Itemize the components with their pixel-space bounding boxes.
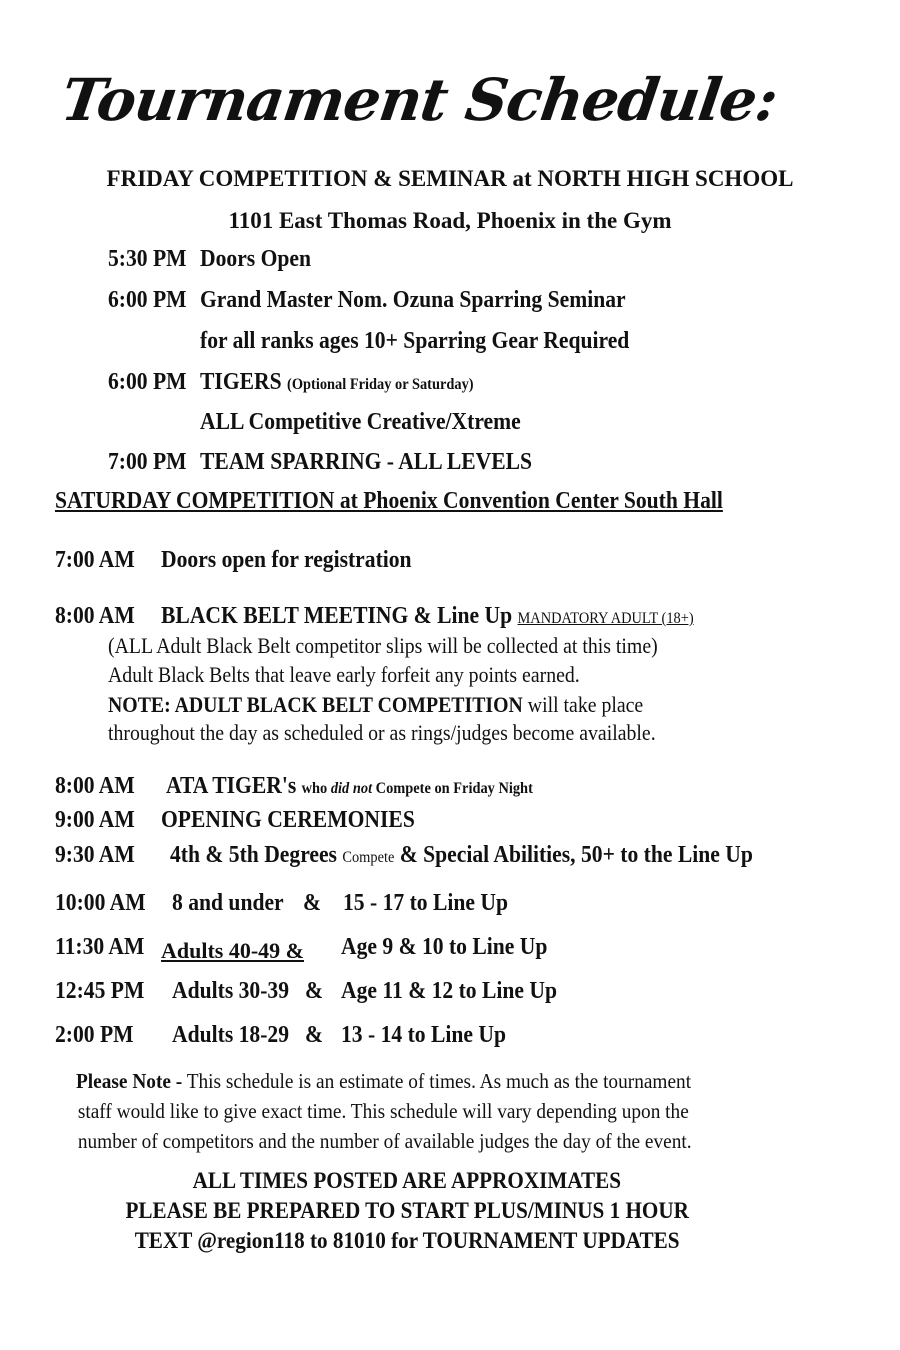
schedule-time: 9:00 AM — [55, 807, 135, 833]
note-text: This schedule is an estimate of times. As much as the tournament — [182, 1069, 692, 1093]
schedule-event — [200, 369, 474, 396]
note-line — [76, 1066, 692, 1096]
event-label: ATA TIGER's — [166, 773, 297, 799]
schedule-time: 9:30 AM — [55, 842, 135, 868]
page-title: Tournament Schedule: — [57, 66, 782, 134]
schedule-event — [166, 773, 533, 800]
event-label: 4th & 5th Degrees — [170, 842, 337, 868]
note-label: Please Note - — [76, 1069, 183, 1093]
schedule-event: Adults 40-49 & — [161, 938, 305, 963]
schedule-event — [170, 842, 753, 869]
event-small-note: (Optional Friday or Saturday) — [287, 376, 474, 393]
footer-text: PLEASE BE PREPARED TO START PLUS/MINUS 1 HOUR — [125, 1198, 689, 1223]
schedule-time: 7:00 AM — [55, 547, 135, 573]
ampersand: & — [303, 890, 321, 916]
footer-text: TEXT @region118 to 81010 for TOURNAMENT UPDATES — [134, 1228, 680, 1253]
note-line: staff would like to give exact time. This schedule will vary depending upon the — [77, 1099, 689, 1123]
schedule-event: 15 - 17 to Line Up — [343, 890, 509, 916]
schedule-event: TEAM SPARRING - ALL LEVELS — [200, 449, 533, 475]
schedule-event: OPENING CEREMONIES — [161, 807, 415, 833]
schedule-time: 6:00 PM — [108, 369, 187, 395]
bbm-detail-line: Adult Black Belts that leave early forfeit any points earned. — [108, 662, 580, 687]
schedule-event — [161, 603, 694, 630]
mandatory-tag: MANDATORY ADULT (18+) — [517, 610, 694, 627]
schedule-time: 8:00 AM — [55, 773, 135, 799]
bbm-detail-line — [108, 692, 643, 718]
schedule-time: 6:00 PM — [108, 287, 187, 313]
schedule-event: Doors open for registration — [161, 547, 412, 573]
note-rest: will take place — [522, 692, 644, 717]
friday-address: 1101 East Thomas Road, Phoenix in the Gym — [228, 208, 672, 233]
note-bold: NOTE: ADULT BLACK BELT COMPETITION — [108, 692, 523, 717]
schedule-event: 8 and under — [172, 890, 284, 916]
schedule-event-detail: ALL Competitive Creative/Xtreme — [200, 409, 521, 435]
footer-line — [0, 1168, 857, 1194]
schedule-time: 12:45 PM — [55, 978, 145, 1004]
small-text: Compete on Friday Night — [372, 780, 533, 797]
schedule-event: Doors Open — [200, 246, 312, 272]
schedule-time: 8:00 AM — [55, 603, 135, 629]
event-label: TIGERS — [200, 369, 282, 395]
schedule-time: 2:00 PM — [55, 1022, 134, 1048]
note-line: number of competitors and the number of available judges the day of the event. — [77, 1129, 692, 1153]
saturday-heading: SATURDAY COMPETITION at Phoenix Convention Center South Hall — [55, 488, 723, 514]
friday-heading: FRIDAY COMPETITION & SEMINAR at NORTH HIGH SCHOOL — [106, 166, 794, 191]
schedule-event: Age 11 & 12 to Line Up — [341, 978, 557, 1004]
event-label: & Special Abilities, 50+ to the Line Up — [399, 842, 753, 868]
schedule-time: 7:00 PM — [108, 449, 187, 475]
ampersand: & — [305, 978, 323, 1004]
schedule-event: Grand Master Nom. Ozuna Sparring Seminar — [200, 287, 626, 313]
schedule-event-detail: for all ranks ages 10+ Sparring Gear Required — [200, 328, 630, 354]
schedule-time: 10:00 AM — [55, 890, 146, 916]
schedule-time: 5:30 PM — [108, 246, 187, 272]
bbm-detail-line: (ALL Adult Black Belt competitor slips will be collected at this time) — [108, 633, 658, 658]
schedule-time: 11:30 AM — [55, 934, 145, 960]
footer-line — [0, 1228, 857, 1254]
event-small-note: Compete — [342, 849, 395, 866]
event-small-note — [302, 780, 533, 797]
ampersand: & — [305, 1022, 323, 1048]
small-text: who — [301, 780, 331, 797]
schedule-event: Adults 18-29 — [172, 1022, 290, 1048]
schedule-event: 13 - 14 to Line Up — [341, 1022, 507, 1048]
schedule-event: Age 9 & 10 to Line Up — [341, 934, 548, 960]
note-paragraph — [76, 1066, 692, 1156]
footer-text: ALL TIMES POSTED ARE APPROXIMATES — [192, 1168, 622, 1193]
bbm-detail-line: throughout the day as scheduled or as rings/judges become available. — [108, 720, 656, 745]
footer-line — [0, 1198, 857, 1224]
event-label: BLACK BELT MEETING & Line Up — [161, 603, 513, 629]
schedule-event: Adults 30-39 — [172, 978, 290, 1004]
small-italic: did not — [330, 780, 373, 797]
